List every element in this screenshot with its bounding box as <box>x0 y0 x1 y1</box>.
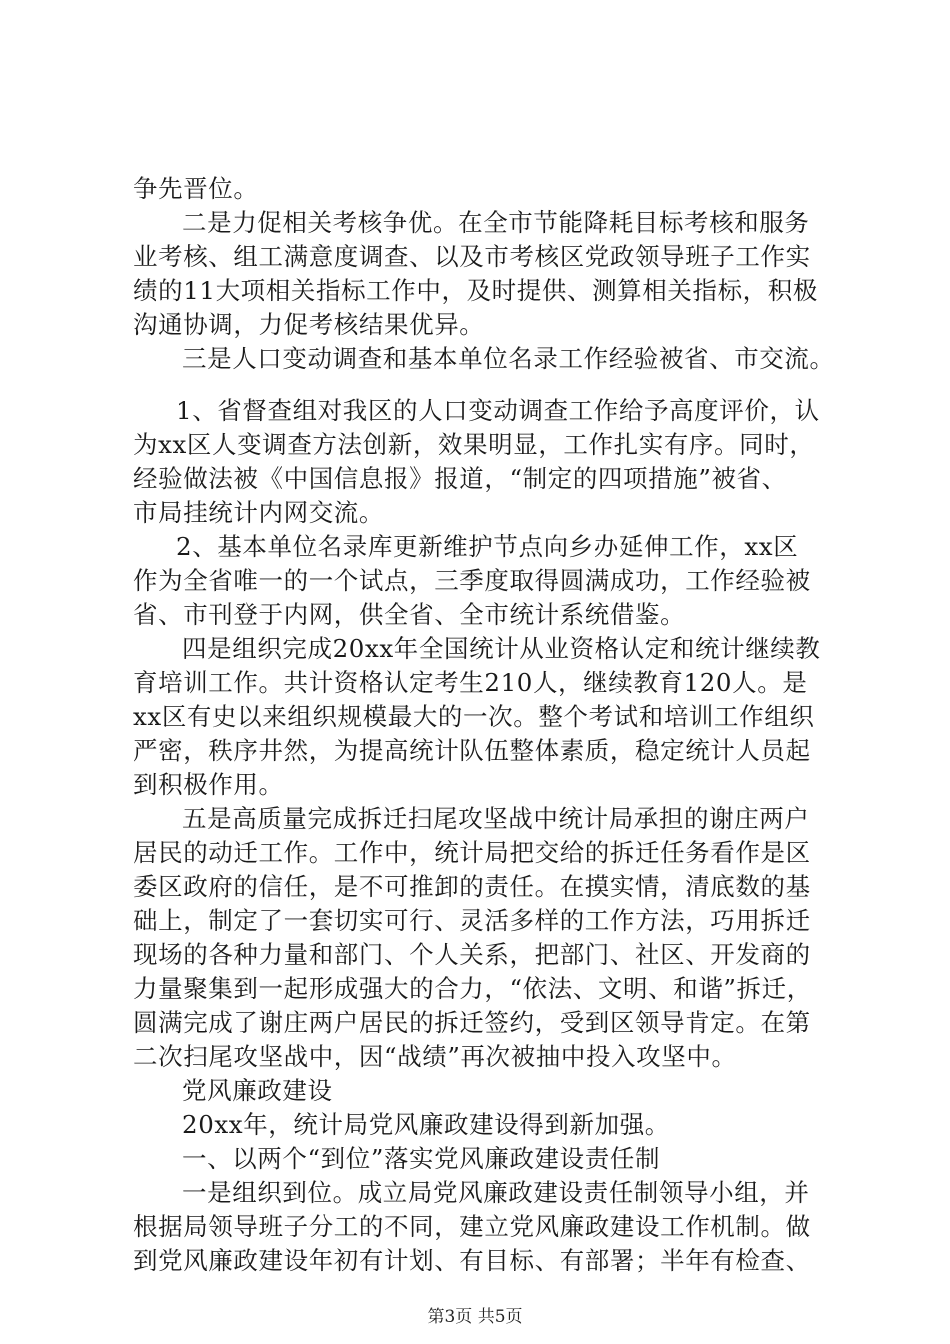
text-line: 20xx年，统计局党风廉政建设得到新加强。 <box>182 1110 670 1139</box>
text-line: 经验做法被《中国信息报》报道，“制定的四项措施”被省、 <box>133 464 787 493</box>
text-line: 一是组织到位。成立局党风廉政建设责任制领导小组，并 <box>182 1178 810 1207</box>
text-line: 市局挂统计内网交流。 <box>133 498 384 527</box>
text-line: 三是人口变动调查和基本单位名录工作经验被省、市交流。 <box>182 344 835 373</box>
text-line: 根据局领导班子分工的不同，建立党风廉政建设工作机制。做 <box>133 1212 811 1241</box>
text-line: 2、基本单位名录库更新维护节点向乡办延伸工作，xx区 <box>176 532 799 561</box>
text-line: 争先晋位。 <box>133 174 259 203</box>
page-number: 第3页 共5页 <box>427 1307 523 1327</box>
text-line: 圆满完成了谢庄两户居民的拆迁签约，受到区领导肯定。在第 <box>133 1008 811 1037</box>
section-heading: 党风廉政建设 <box>182 1076 333 1105</box>
text-line: 省、市刊登于内网，供全省、全市统计系统借鉴。 <box>133 600 686 629</box>
text-line: 作为全省唯一的一个试点，三季度取得圆满成功，工作经验被 <box>133 566 811 595</box>
text-line: 四是组织完成20xx年全国统计从业资格认定和统计继续教 <box>182 634 821 663</box>
text-line: 二次扫尾攻坚战中，因“战绩”再次被抽中投入攻坚中。 <box>133 1042 737 1071</box>
text-line: 育培训工作。共计资格认定考生210人，继续教育120人。是 <box>133 668 808 697</box>
text-line: 一、以两个“到位”落实党风廉政建设责任制 <box>182 1144 661 1173</box>
text-line: 础上，制定了一套切实可行、灵活多样的工作方法，巧用拆迁 <box>133 906 811 935</box>
text-line: 为xx区人变调查方法创新，效果明显，工作扎实有序。同时， <box>133 430 815 459</box>
text-line: 委区政府的信任，是不可推卸的责任。在摸实情，清底数的基 <box>133 872 811 901</box>
text-line: 绩的11大项相关指标工作中，及时提供、测算相关指标，积极 <box>133 276 818 305</box>
text-line: 沟通协调，力促考核结果优异。 <box>133 310 485 339</box>
text-line: 1、省督查组对我区的人口变动调查工作给予高度评价，认 <box>176 396 820 425</box>
text-line: 力量聚集到一起形成强大的合力，“依法、文明、和谐”拆迁， <box>133 974 812 1003</box>
text-line: 业考核、组工满意度调查、以及市考核区党政领导班子工作实 <box>133 242 811 271</box>
text-line: 到党风廉政建设年初有计划、有目标、有部署；半年有检查、 <box>133 1246 811 1275</box>
text-line: 严密，秩序井然，为提高统计队伍整体素质，稳定统计人员起 <box>133 736 811 765</box>
text-line: 现场的各种力量和部门、个人关系，把部门、社区、开发商的 <box>133 940 811 969</box>
text-line: 五是高质量完成拆迁扫尾攻坚战中统计局承担的谢庄两户 <box>182 804 810 833</box>
text-line: 二是力促相关考核争优。在全市节能降耗目标考核和服务 <box>182 208 810 237</box>
text-line: 到积极作用。 <box>133 770 284 799</box>
text-line: 居民的动迁工作。工作中，统计局把交给的拆迁任务看作是区 <box>133 838 811 867</box>
text-line: xx区有史以来组织规模最大的一次。整个考试和培训工作组织 <box>133 702 815 731</box>
